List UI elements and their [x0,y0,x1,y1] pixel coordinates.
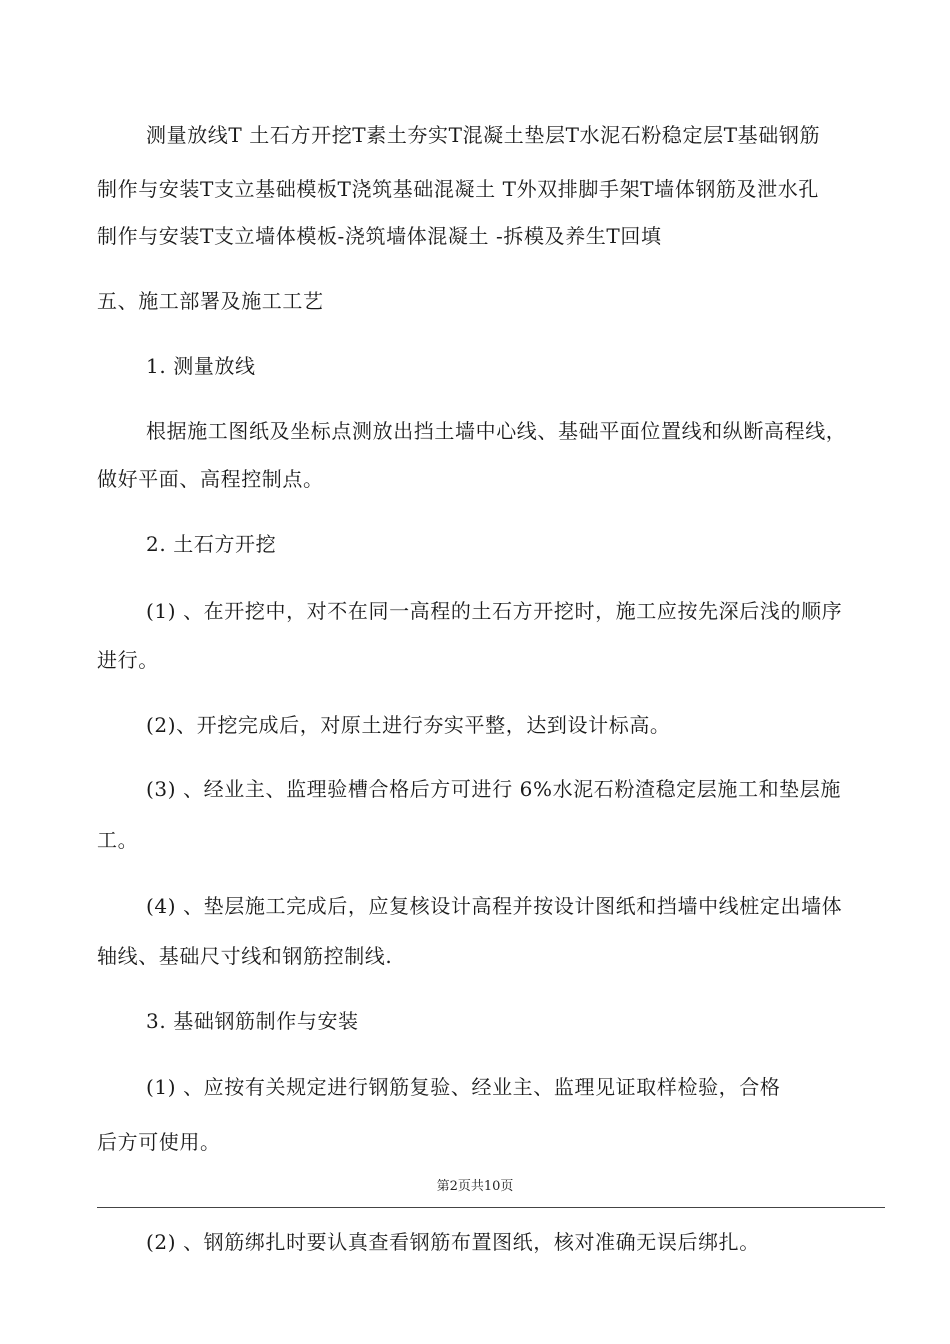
paragraph-line: (2)、开挖完成后，对原土进行夯实平整，达到设计标高。 [146,713,671,737]
paragraph-line: (2) 、钢筋绑扎时要认真查看钢筋布置图纸，核对准确无误后绑扎。 [146,1230,760,1254]
process-flow-line-1: 测量放线T 土石方开挖T素土夯实T混凝土垫层T水泥石粉稳定层T基础钢筋 [146,123,821,147]
process-flow-line-3: 制作与安装T支立墙体模板-浇筑墙体混凝土 -拆模及养生T回填 [97,224,662,248]
paragraph-line: 后方可使用。 [97,1130,221,1154]
paragraph-line: 工。 [97,828,139,852]
page-divider [97,1207,885,1208]
paragraph-line: (1) 、应按有关规定进行钢筋复验、经业主、监理见证取样检验，合格 [146,1075,781,1099]
paragraph-line: 进行。 [97,648,159,672]
process-flow-line-2: 制作与安装T支立基础模板T浇筑基础混凝土 T外双排脚手架T墙体钢筋及泄水孔 [97,177,819,201]
paragraph-line: 轴线、基础尺寸线和钢筋控制线. [97,944,393,968]
paragraph-line: 做好平面、高程控制点。 [97,467,324,491]
paragraph-line: (3) 、经业主、监理验槽合格后方可进行 6%水泥石粉渣稳定层施工和垫层施 [146,777,841,801]
section-heading: 五、施工部署及施工工艺 [97,289,324,313]
paragraph-line: 根据施工图纸及坐标点测放出挡土墙中心线、基础平面位置线和纵断高程线， [146,419,847,443]
subsection-heading-3: 3. 基础钢筋制作与安装 [146,1009,359,1033]
subsection-heading-1: 1. 测量放线 [146,354,256,378]
paragraph-line: (1) 、在开挖中，对不在同一高程的土石方开挖时，施工应按先深后浅的顺序 [146,599,843,623]
page-number-footer: 第2页共10页 [436,1179,514,1194]
paragraph-line: (4) 、垫层施工完成后，应复核设计高程并按设计图纸和挡墙中线桩定出墙体 [146,894,843,918]
subsection-heading-2: 2. 土石方开挖 [146,532,277,556]
